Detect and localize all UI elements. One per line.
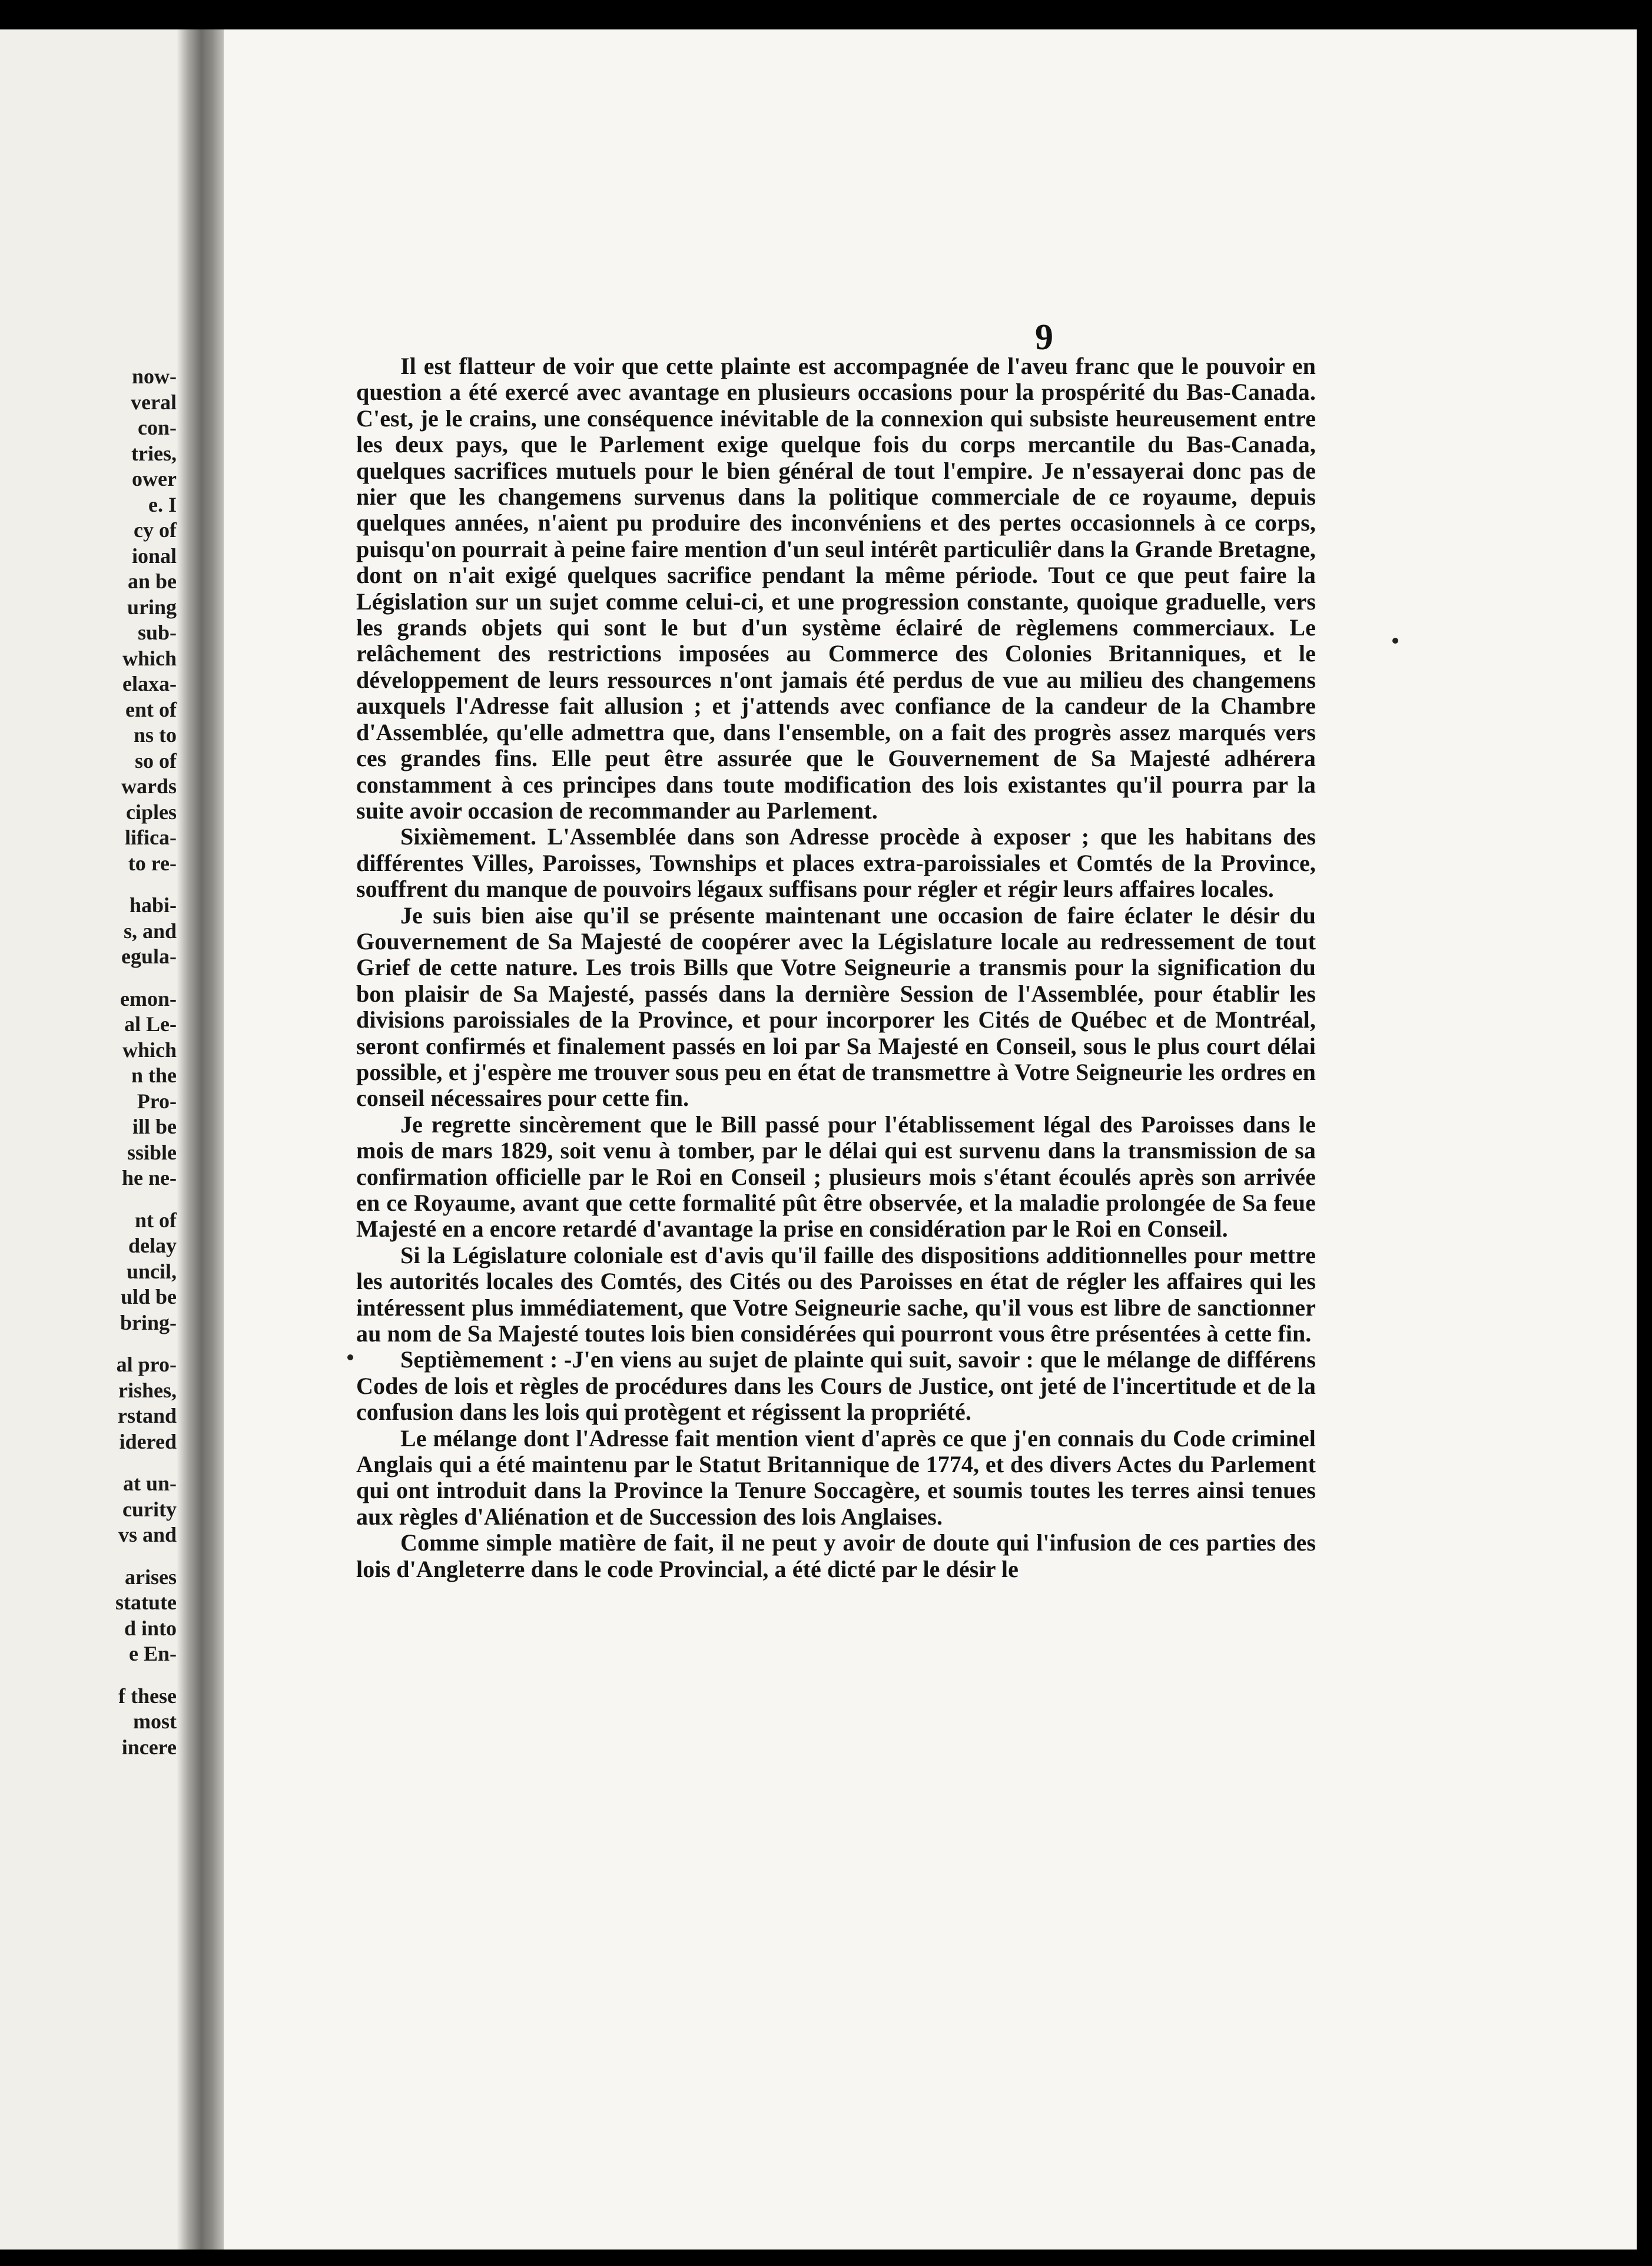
line-gap	[0, 876, 177, 893]
facing-page-line: rishes,	[118, 1378, 177, 1402]
facing-page-line: ns to	[133, 723, 177, 747]
facing-page-line: delay	[128, 1234, 177, 1257]
facing-page-line: uring	[127, 595, 177, 619]
facing-page-line: d into	[124, 1616, 177, 1640]
facing-page-line: statute	[115, 1591, 177, 1614]
facing-page-line: f these	[118, 1684, 177, 1708]
facing-page-line: incere	[121, 1735, 177, 1759]
paragraph: Le mélange dont l'Adresse fait mention vient d'après ce que j'en connais du Code criminel Anglais qui a été maintenu par le Statut Britannique de 1774, et des divers Actes du Parlement qui ont introduit dans la Province la Tenure Soccagère, et soumis toutes les terres ainsi tenues aux règles d'Aliénation et de Succession des lois Anglaises.	[356, 1424, 1316, 1530]
facing-page-line: idered	[119, 1429, 177, 1453]
facing-page-line: con-	[138, 416, 177, 439]
paragraph: Si la Législature coloniale est d'avis qu'il faille des dispositions additionnelles pour mettre les autorités locales des Comtés, des Cités ou des Paroisses en état de régler les affaires qui les intéressent plus immédiatement, que Votre Seigneurie sache, qu'il vous est libre de sanctionner au nom de Sa Majesté toutes lois bien considérées qui pourront vous être présentées à cette fin.	[356, 1241, 1316, 1347]
line-gap	[0, 1191, 177, 1208]
facing-page-text	[0, 364, 177, 1760]
facing-page-line: bring-	[120, 1310, 177, 1334]
facing-page-line: sub-	[137, 621, 177, 644]
line-gap	[0, 1336, 177, 1352]
paragraph: Je regrette sincèrement que le Bill passé pour l'établissement légal des Paroisses dans le mois de mars 1829, soit venu à tomber, par le délai qui est survenu dans la transmission de sa confirmation officielle par le Roi en Conseil ; plusieurs mois s'étant écoulés après son arrivée en ce Royaume, avant que cette formalité pût être observée, et la maladie prolongée de Sa feue Majesté en a encore retardé d'avantage la prise en considération par le Roi en Conseil.	[356, 1111, 1316, 1243]
facing-page-line: al Le-	[124, 1012, 177, 1036]
facing-page-line: emon-	[120, 986, 177, 1011]
facing-page-line: now-	[131, 365, 177, 388]
facing-page-line: an be	[127, 569, 177, 593]
facing-page-line: ional	[131, 544, 177, 568]
line-gap	[0, 1548, 177, 1565]
facing-page-line: al pro-	[116, 1353, 177, 1376]
facing-page-line: vs and	[118, 1523, 177, 1546]
facing-page-line: nt of	[135, 1208, 177, 1232]
paragraph: Il est flatteur de voir que cette plainte est accompagnée de l'aveu franc que le pouvoir en question a été exercé avec avantage en plusieurs occasions pour la prospérité du Bas-Canada. C'est, je le crains, une conséquence inévitable de la connexion qui subsiste heureusement entre les deux pays, que le Parlement exige quelque fois du corps mercantile du Bas-Canada, quelques sacrifices mutuels pour le bien général de tout l'empire. Je n'essayerai donc pas de nier que les changemens survenus dans la politique commerciale de ce royaume, depuis quelques années, n'aient pu produire des inconvéniens et des pertes occasionnels à ce corps, puisqu'on pourrait à peine faire mention d'un seul intérêt particuliêr dans la Grande Bretagne, dont on n'ait exigé quelques sacrifice pendant la même période. Tout ce que peut faire la Législation sur un sujet comme celui-ci, et une progression constante, quoique graduelle, vers les grands objets qui sont le but d'un système éclairé de règlemens commerciaux. Le relâchement des restrictions imposées au Commerce des Colonies Britanniques, et le développement de leurs ressources n'ont jamais été perdus de vue au milieu des changemens auxquels l'Adresse fait allusion ; et j'attends avec confiance de la candeur de la Chambre d'Assemblée, qu'elle admettra que, dans l'ensemble, on a fait des progrès assez marqués vers ces grandes fins. Elle peut être assurée que le Gouvernement de Sa Majesté adhérera constamment à ces principes dans toute modification des lois existantes qu'il pourra par la suite avoir occasion de recommander au Parlement.	[356, 353, 1316, 824]
paragraph: Sixièmement. L'Assemblée dans son Adresse procède à exposer ; que les habitans des différentes Villes, Paroisses, Townships et places extra-paroissiales et Comtés de la Province, souffrent du manque de pouvoirs légaux suffisans pour régler et régir leurs affaires locales.	[356, 823, 1316, 903]
facing-page-line: to re-	[128, 851, 177, 875]
facing-page-line: e En-	[129, 1642, 177, 1665]
facing-page-line: ssible	[127, 1140, 177, 1164]
paragraph: Comme simple matière de fait, il ne peut y avoir de doute qui l'infusion de ces parties des lois d'Angleterre dans le code Provincial, a été dicté par le désir le	[356, 1529, 1316, 1582]
facing-page-line: s, and	[123, 919, 177, 943]
line-gap	[0, 970, 177, 986]
facing-page-line: cy of	[134, 518, 177, 542]
facing-page-left	[0, 29, 200, 2250]
facing-page-line: most	[133, 1710, 177, 1733]
facing-page-line: n the	[131, 1064, 177, 1087]
paragraph: Septièmement : -J'en viens au sujet de plainte qui suit, savoir : que le mélange de différens Codes de lois et règles de procédures dans les Cours de Justice, ont jeté de l'incertitude et de la confusion dans les lois qui protègent et régissent la propriété.	[356, 1346, 1316, 1426]
paragraph: Je suis bien aise qu'il se présente maintenant une occasion de faire éclater le désir du Gouvernement de Sa Majesté de coopérer avec la Législature locale au redressement de tout Grief de cette nature. Les trois Bills que Votre Seigneurie a transmis pour la signification du bon plaisir de Sa Majesté, passés dans la dernière Session de l'Assemblée, pour établir les divisions paroissiales de la Province, et pour incorporer les Cités de Québec et de Montréal, seront confirmés et finalement passés en loi par Sa Majesté en Conseil, sous le plus court délai possible, et j'espère me trouver sous peu en état de transmettre à Votre Seigneurie les ordres en conseil nécessaires pour cette fin.	[356, 902, 1316, 1112]
facing-page-line: Pro-	[137, 1089, 177, 1113]
line-gap	[0, 1455, 177, 1471]
line-gap	[0, 1667, 177, 1684]
facing-page-line: e. I	[148, 492, 177, 516]
ink-dot	[1392, 638, 1398, 644]
facing-page-line: which	[122, 1038, 177, 1062]
facing-page-line: tries,	[131, 441, 177, 465]
facing-page-line: rstand	[117, 1404, 177, 1427]
facing-page-line: habi-	[129, 893, 177, 917]
facing-page-line: veral	[131, 390, 177, 414]
facing-page-line: egula-	[121, 945, 177, 968]
facing-page-line: uncil,	[126, 1259, 177, 1283]
facing-page-line: wards	[121, 774, 177, 798]
facing-page-line: at un-	[122, 1472, 177, 1495]
facing-page-line: ciples	[126, 800, 177, 824]
page-number: 9	[1035, 317, 1053, 357]
facing-page-line: ent of	[125, 697, 177, 721]
facing-page-line: elaxa-	[122, 672, 177, 695]
facing-page-line: arises	[125, 1565, 177, 1589]
facing-page-line: lifica-	[125, 826, 177, 849]
facing-page-line: curity	[122, 1497, 177, 1521]
facing-page-line: uld be	[120, 1285, 177, 1308]
facing-page-line: ower	[132, 467, 177, 491]
facing-page-line: he ne-	[122, 1166, 177, 1190]
body-text	[356, 353, 1316, 1582]
facing-page-line: which	[122, 646, 177, 670]
facing-page-line: so of	[135, 748, 177, 773]
ink-dot	[347, 1354, 353, 1360]
facing-page-line: ill be	[132, 1115, 177, 1138]
